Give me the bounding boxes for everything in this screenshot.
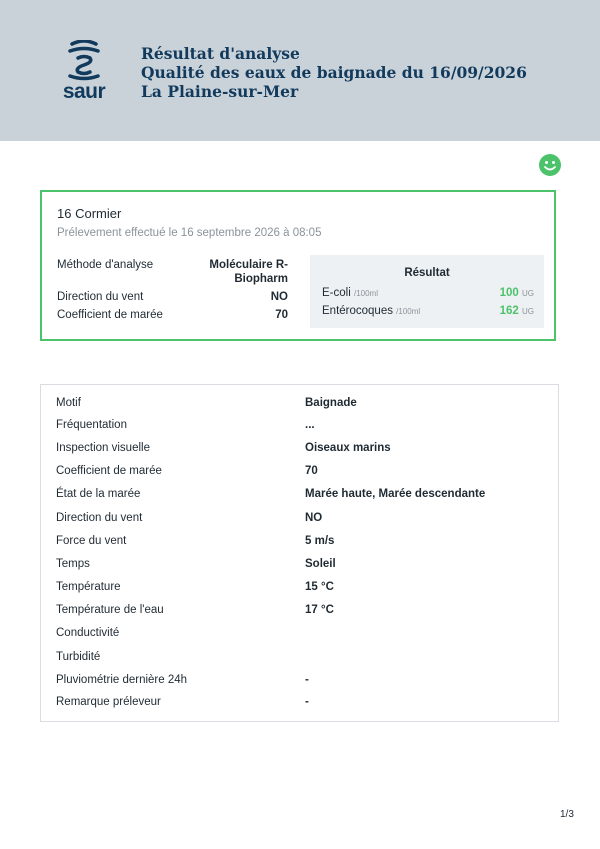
row-label: Motif: [56, 397, 81, 409]
row-value: Soleil: [305, 558, 336, 570]
result-box: [310, 255, 544, 328]
table-row: [41, 488, 560, 508]
row-label: Inspection visuelle: [56, 442, 150, 454]
enterococci-label: [322, 305, 420, 317]
table-row: [41, 442, 560, 462]
row-label: Température: [56, 581, 121, 593]
table-row: [41, 651, 560, 671]
analysis-method-value-line2: Biopharm: [234, 273, 288, 285]
tide-coefficient-label: Coefficient de marée: [57, 309, 163, 321]
title-line-3: La Plaine-sur-Mer: [141, 82, 299, 101]
table-row: [41, 696, 560, 716]
row-value: 5 m/s: [305, 535, 335, 547]
row-value: -: [305, 674, 309, 686]
result-summary-card: [40, 190, 556, 341]
row-label: Pluviométrie dernière 24h: [56, 674, 188, 686]
row-value: NO: [305, 512, 323, 524]
table-row: [41, 674, 560, 694]
row-label: État de la marée: [56, 488, 141, 500]
page-number: 1/3: [560, 809, 574, 820]
row-value: 70: [305, 465, 318, 477]
row-label: Temps: [56, 558, 90, 570]
table-row: [41, 627, 560, 647]
table-row: [41, 465, 560, 485]
enterococci-per: /100ml: [396, 307, 421, 316]
analysis-method-value-line1: Moléculaire R-: [209, 259, 288, 271]
wind-direction-value: NO: [270, 291, 288, 303]
ecoli-unit: UG: [522, 289, 534, 298]
enterococci-name: Entérocoques: [322, 305, 393, 317]
sampling-date: Prélevement effectué le 16 septembre 2026 à 08:05: [57, 227, 322, 239]
table-row: [41, 604, 560, 624]
table-row: [41, 558, 560, 578]
row-label: Direction du vent: [56, 512, 143, 524]
ecoli-number: 100: [499, 287, 519, 299]
row-value: 15 °C: [305, 581, 334, 593]
row-label: Force du vent: [56, 535, 127, 547]
row-label: Remarque préleveur: [56, 696, 161, 708]
table-row: [41, 512, 560, 532]
site-name: 16 Cormier: [57, 206, 122, 221]
row-value: ...: [305, 419, 315, 431]
title-line-2: Qualité des eaux de baignade du 16/09/2026: [141, 63, 527, 82]
analysis-method-label: Méthode d'analyse: [57, 259, 154, 271]
ecoli-per: /100ml: [353, 289, 378, 298]
row-value: -: [305, 696, 309, 708]
page-header: [0, 0, 600, 141]
result-title: Résultat: [404, 267, 450, 279]
row-label: Coefficient de marée: [56, 465, 162, 477]
table-row: [41, 535, 560, 555]
title-line-1: Résultat d'analyse: [141, 44, 300, 63]
row-label: Turbidité: [56, 651, 101, 663]
logo-text: saur: [62, 80, 106, 103]
row-value: Baignade: [305, 397, 357, 409]
enterococci-value: [500, 305, 534, 317]
row-value: Oiseaux marins: [305, 442, 391, 454]
ecoli-name: E-coli: [322, 287, 351, 299]
row-label: Fréquentation: [56, 419, 127, 431]
table-row: [41, 397, 560, 417]
row-label: Conductivité: [56, 627, 120, 639]
table-row: [41, 419, 560, 439]
smiley-icon: [539, 154, 561, 176]
tide-coefficient-value: 70: [275, 309, 288, 321]
row-value: 17 °C: [305, 604, 334, 616]
ecoli-label: [322, 287, 378, 299]
row-value: Marée haute, Marée descendante: [305, 488, 486, 500]
ecoli-value: [500, 287, 534, 299]
wind-direction-label: Direction du vent: [57, 291, 144, 303]
report-title: [141, 44, 527, 101]
enterococci-unit: UG: [522, 307, 534, 316]
details-table: [40, 384, 559, 722]
analysis-method-value: [209, 258, 288, 286]
row-label: Température de l'eau: [56, 604, 164, 616]
enterococci-number: 162: [499, 305, 519, 317]
table-row: [41, 581, 560, 601]
